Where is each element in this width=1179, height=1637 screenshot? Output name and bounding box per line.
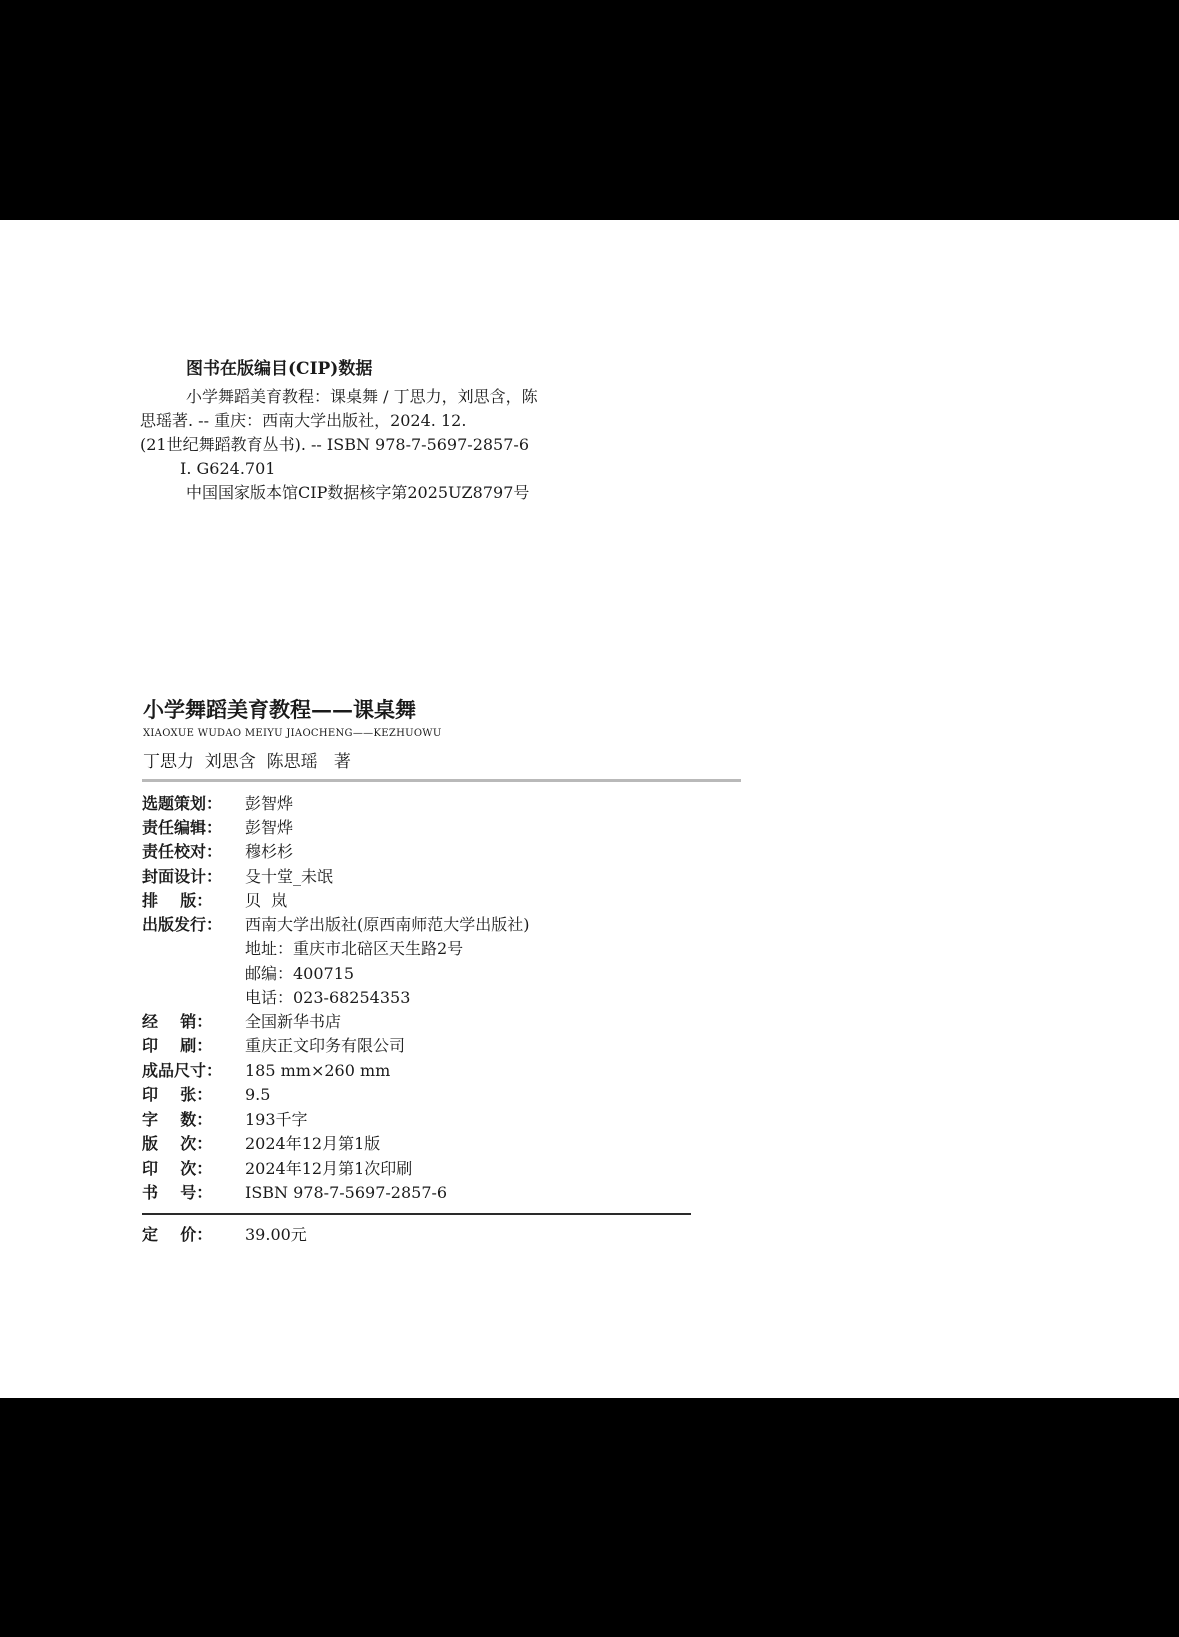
info-label: 出版发行： [142,915,223,934]
info-label: 定 价： [142,1225,213,1244]
cip-line: (21世纪舞蹈教育丛书). -- ISBN 978-7-5697-2857-6 [140,435,530,454]
info-row-distributor [142,1010,341,1034]
bottom-black-band [0,1398,1179,1637]
info-label: 印 刷： [142,1036,213,1055]
cip-line: 思瑶著. -- 重庆：西南大学出版社，2024. 12. [140,411,467,430]
info-label: 字 数： [142,1110,213,1129]
info-value: 重庆正文印务有限公司 [245,1036,406,1055]
info-row-publisher [142,913,530,937]
info-value: 2024年12月第1次印刷 [245,1159,413,1178]
info-value: 彭智烨 [245,794,294,813]
info-label: 经 销： [142,1012,213,1031]
book-pinyin-title: XIAOXUE WUDAO MEIYU JIAOCHENG——KEZHUOWU [143,728,442,739]
info-value: 9.5 [245,1085,271,1104]
info-row-isbn [142,1181,447,1205]
cip-title: 图书在版编目(CIP)数据 [186,359,373,379]
header-divider [142,779,741,782]
info-row-planning [142,792,293,816]
info-value: ISBN 978-7-5697-2857-6 [245,1183,448,1202]
info-value: 西南大学出版社(原西南师范大学出版社) [245,915,530,934]
info-row-printing [142,1157,412,1181]
cip-line: Ⅰ. G624.701 [180,459,276,478]
price-divider [142,1213,691,1215]
info-value: 贝 岚 [245,891,288,910]
info-label: 责任编辑： [142,818,223,837]
info-row-proofreader [142,840,293,864]
info-value: 193千字 [245,1110,308,1129]
info-label: 封面设计： [142,867,223,886]
info-row-editor [142,816,293,840]
info-label: 成品尺寸： [142,1061,223,1080]
info-value: 彭智烨 [245,818,294,837]
info-label: 印 次： [142,1159,213,1178]
publisher-postcode: 邮编：400715 [245,964,355,983]
publisher-phone: 电话：023-68254353 [245,988,411,1007]
info-value: 39.00元 [245,1225,307,1244]
info-row-size [142,1059,390,1083]
info-label: 印 张： [142,1085,213,1104]
info-value: 殳十堂_未氓 [245,867,334,886]
info-row-cover-design [142,865,333,889]
info-row-word-count [142,1108,308,1132]
cip-line: 小学舞蹈美育教程：课桌舞 / 丁思力，刘思含，陈 [186,387,538,406]
book-title: 小学舞蹈美育教程——课桌舞 [143,697,416,722]
book-authors: 丁思力 刘思含 陈思瑶 著 [143,752,351,772]
info-label: 版 次： [142,1134,213,1153]
info-label: 书 号： [142,1183,213,1202]
info-value: 185 mm×260 mm [245,1061,391,1080]
top-black-band [0,0,1179,220]
info-row-edition [142,1132,380,1156]
cip-line: 中国国家版本馆CIP数据核字第2025UZ8797号 [186,483,530,502]
info-row-price [142,1223,307,1247]
info-label: 选题策划： [142,794,223,813]
info-row-printer [142,1034,405,1058]
info-label: 排 版： [142,891,213,910]
info-value: 2024年12月第1版 [245,1134,381,1153]
info-label: 责任校对： [142,842,223,861]
publisher-address: 地址：重庆市北碚区天生路2号 [245,939,464,958]
info-value: 穆杉杉 [245,842,294,861]
info-value: 全国新华书店 [245,1012,342,1031]
info-row-sheets [142,1083,270,1107]
info-row-typesetting [142,889,287,913]
